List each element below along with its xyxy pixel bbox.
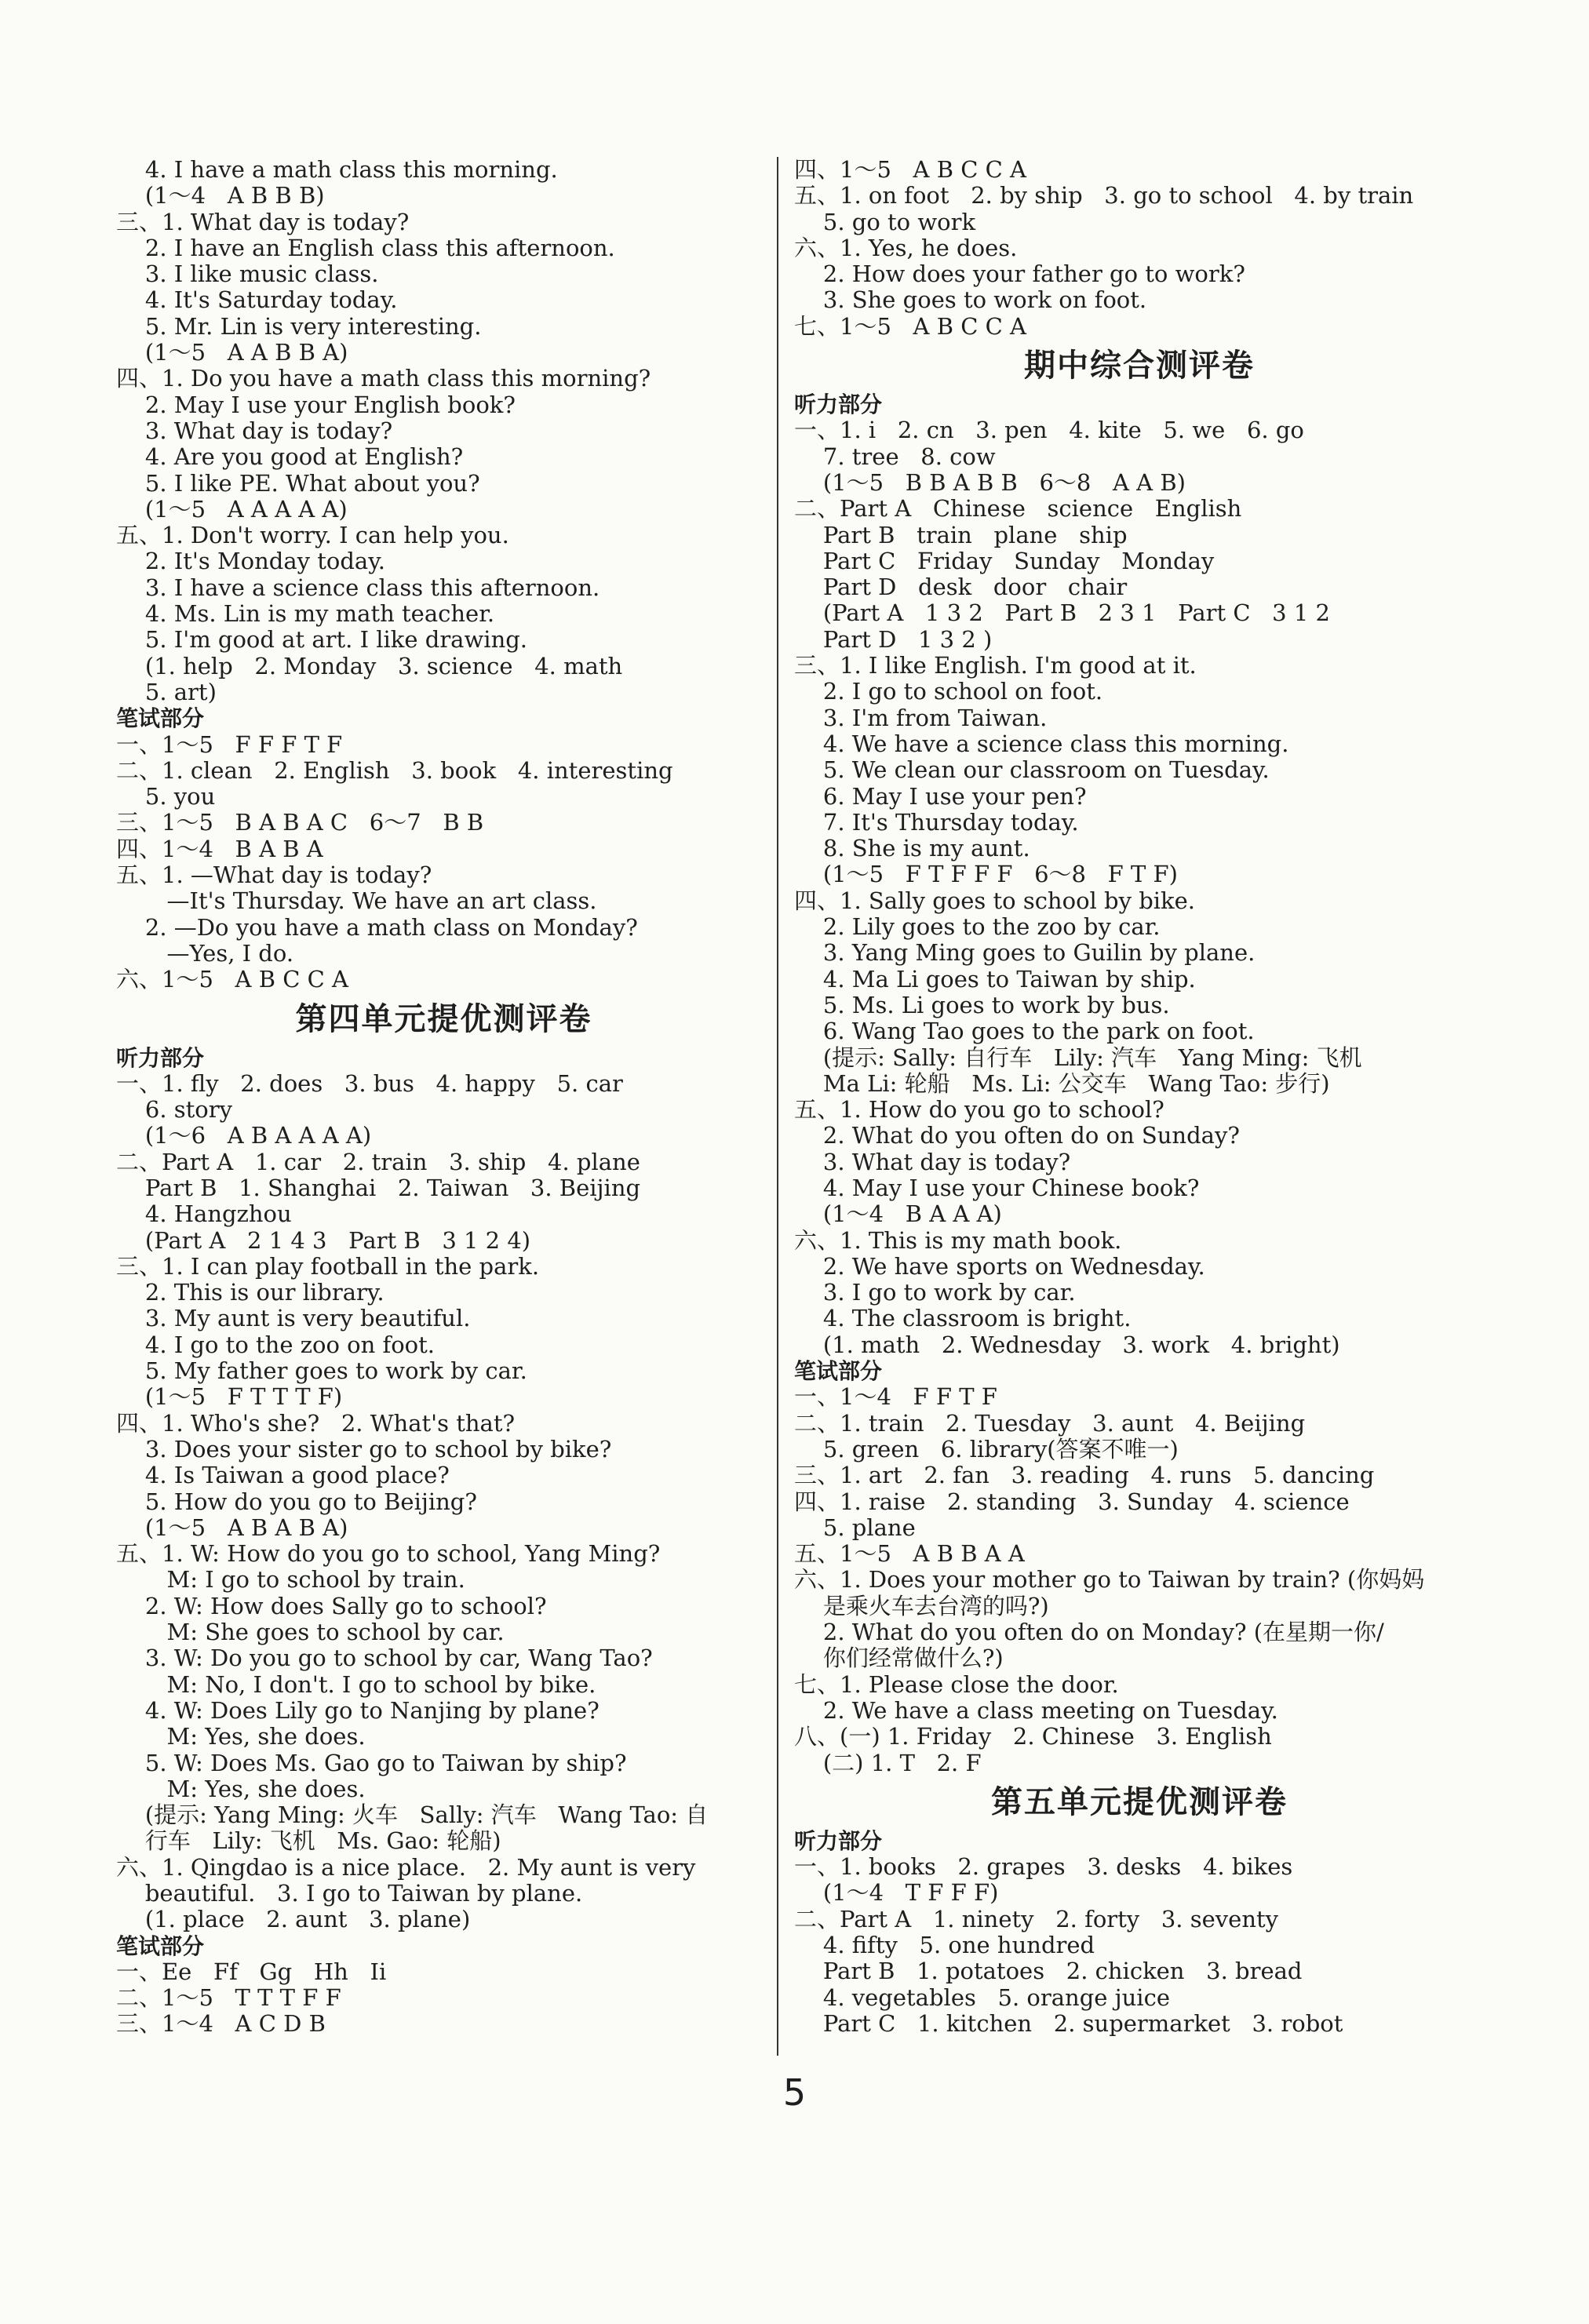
answer-line: 4. Ms. Lin is my math teacher. [116, 600, 495, 628]
answer-line: 一、1～5 F F F T F [116, 730, 343, 758]
answer-line: 5. Mr. Lin is very interesting. [116, 312, 482, 340]
answer-line: 2. Lily goes to the zoo by car. [794, 913, 1161, 941]
answer-line: 五、1. W: How do you go to school, Yang Ming? [116, 1540, 661, 1568]
answer-line: 6. May I use your pen? [794, 782, 1087, 810]
right-answer-column [794, 157, 1485, 2037]
answer-line: 2. May I use your English book? [116, 391, 516, 418]
answer-line: 3. She goes to work on foot. [794, 286, 1147, 314]
answer-line: 3. I'm from Taiwan. [794, 704, 1048, 731]
section-heading: 听力部分 [794, 392, 883, 418]
answer-line: Part C 1. kitchen 2. supermarket 3. robot [794, 2009, 1343, 2037]
answer-line: 4. The classroom is bright. [794, 1305, 1132, 1332]
answer-line: 5. W: Does Ms. Gao go to Taiwan by ship? [116, 1749, 627, 1776]
answer-line: 5. Ms. Li goes to work by bus. [794, 991, 1170, 1018]
answer-line: 行车 Lily: 飞机 Ms. Gao: 轮船) [116, 1827, 501, 1855]
answer-line: 二、Part A 1. car 2. train 3. ship 4. plane [116, 1148, 640, 1175]
answer-line: 5. go to work [794, 208, 976, 235]
answer-line: M: Yes, she does. [116, 1723, 366, 1750]
answer-line: 2. It's Monday today. [116, 548, 385, 575]
answer-line: 你们经常做什么?) [794, 1645, 1004, 1672]
answer-line: M: Yes, she does. [116, 1775, 366, 1802]
answer-line: 一、Ee Ff Gg Hh Ii [116, 1958, 387, 1985]
answer-line: 5. We clean our classroom on Tuesday. [794, 756, 1270, 784]
answer-line: (1～4 B A A A) [794, 1200, 1002, 1228]
answer-line: (1～5 F T T T F) [116, 1383, 343, 1411]
answer-line: 5. art) [116, 678, 217, 705]
answer-line: 5. green 6. library(答案不唯一) [794, 1435, 1179, 1463]
page-number: 5 [782, 2071, 807, 2114]
answer-line: Part D 1 3 2 ) [794, 625, 993, 653]
answer-line: M: I go to school by train. [116, 1566, 465, 1594]
answer-line: 六、1. Qingdao is a nice place. 2. My aunt is very [116, 1853, 696, 1881]
answer-line: (1～5 A B A B A) [116, 1514, 348, 1541]
answer-line: 3. Yang Ming goes to Guilin by plane. [794, 939, 1256, 967]
answer-line: (1～5 F T F F F 6～8 F T F) [794, 861, 1178, 888]
answer-line: 二、Part A 1. ninety 2. forty 3. seventy [794, 1905, 1279, 1932]
answer-line: 八、(一) 1. Friday 2. Chinese 3. English [794, 1723, 1272, 1750]
answer-line: (二) 1. T 2. F [794, 1749, 982, 1776]
answer-line: 四、1. Who's she? 2. What's that? [116, 1409, 516, 1437]
answer-line: 五、1. Don't worry. I can help you. [116, 522, 509, 549]
answer-line: Part B 1. Shanghai 2. Taiwan 3. Beijing [116, 1174, 641, 1201]
answer-line: (1～4 T F F F) [794, 1879, 999, 1907]
answer-line: 4. fifty 5. one hundred [794, 1932, 1095, 1958]
answer-line: 6. story [116, 1096, 233, 1124]
answer-line: 四、1. raise 2. standing 3. Sunday 4. science [794, 1488, 1350, 1515]
answer-line: 6. Wang Tao goes to the park on foot. [794, 1018, 1255, 1045]
answer-line: (Part A 2 1 4 3 Part B 3 1 2 4) [116, 1226, 531, 1254]
answer-line: 五、1. —What day is today? [116, 861, 432, 889]
answer-line: 5. you [116, 783, 216, 810]
answer-line: 三、1. What day is today? [116, 208, 410, 235]
answer-line: 3. What day is today? [794, 1148, 1071, 1175]
unit-title: 第五单元提优测评卷 [991, 1783, 1288, 1820]
answer-line: 2. I go to school on foot. [794, 678, 1103, 705]
answer-line: 3. W: Do you go to school by car, Wang Tao? [116, 1645, 653, 1672]
answer-line: —It's Thursday. We have an art class. [116, 887, 597, 915]
answer-line: 四、1. Sally goes to school by bike. [794, 887, 1195, 914]
answer-line: 4. It's Saturday today. [116, 286, 398, 314]
answer-line: 三、1～4 A C D B [116, 2010, 326, 2038]
answer-line: 3. I go to work by car. [794, 1279, 1076, 1306]
answer-line: 2. What do you often do on Monday? (在星期一你/ [794, 1619, 1384, 1646]
answer-line: 5. I'm good at art. I like drawing. [116, 626, 528, 654]
answer-line: (1～4 A B B B) [116, 182, 325, 209]
answer-line: 二、1. clean 2. English 3. book 4. interesting [116, 756, 673, 784]
answer-line: 4. We have a science class this morning. [794, 730, 1289, 757]
answer-line: Ma Li: 轮船 Ms. Li: 公交车 Wang Tao: 步行) [794, 1069, 1330, 1097]
answer-line: (1. help 2. Monday 3. science 4. math [116, 652, 623, 679]
answer-line: 三、1. I like English. I'm good at it. [794, 652, 1197, 679]
answer-line: 3. Does your sister go to school by bike? [116, 1435, 612, 1463]
answer-line: (1～5 A A B B A) [116, 339, 348, 366]
answer-line: 7. tree 8. cow [794, 443, 996, 470]
answer-line: 2. W: How does Sally go to school? [116, 1592, 547, 1619]
answer-line: 5. plane [794, 1514, 916, 1541]
answer-line: (1. place 2. aunt 3. plane) [116, 1906, 471, 1933]
answer-line: 三、1～5 B A B A C 6～7 B B [116, 809, 484, 836]
answer-line: 7. It's Thursday today. [794, 808, 1079, 836]
answer-line: 2. We have sports on Wednesday. [794, 1252, 1205, 1280]
answer-line: 六、1. Yes, he does. [794, 234, 1018, 261]
unit-title: 第四单元提优测评卷 [295, 1000, 592, 1037]
section-heading: 笔试部分 [794, 1358, 883, 1385]
answer-line: 4. I go to the zoo on foot. [116, 1331, 436, 1358]
answer-line: 3. I have a science class this afternoon. [116, 574, 600, 601]
column-divider [777, 157, 778, 2056]
answer-line: (1. math 2. Wednesday 3. work 4. bright) [794, 1331, 1340, 1358]
answer-line: 四、1～4 B A B A [116, 835, 323, 862]
answer-line: 六、1～5 A B C C A [116, 966, 349, 993]
answer-line: 4. Are you good at English? [116, 443, 464, 471]
answer-line: 三、1. art 2. fan 3. reading 4. runs 5. dancing [794, 1462, 1375, 1489]
unit-title: 期中综合测评卷 [1024, 348, 1255, 384]
answer-line: 2. —Do you have a math class on Monday? [116, 913, 638, 941]
answer-line: 二、Part A Chinese science English [794, 495, 1242, 523]
answer-line: beautiful. 3. I go to Taiwan by plane. [116, 1880, 583, 1907]
answer-line: 五、1～5 A B B A A [794, 1540, 1025, 1568]
answer-line: 5. I like PE. What about you? [116, 469, 480, 497]
answer-line: 3. My aunt is very beautiful. [116, 1305, 471, 1332]
answer-line: 2. This is our library. [116, 1279, 384, 1306]
answer-line: 3. I like music class. [116, 260, 379, 288]
answer-line: M: No, I don't. I go to school by bike. [116, 1670, 596, 1698]
answer-line: 七、1. Please close the door. [794, 1670, 1119, 1698]
answer-line: —Yes, I do. [116, 939, 294, 967]
answer-line: 一、1. fly 2. does 3. bus 4. happy 5. car [116, 1069, 623, 1097]
answer-line: 四、1～5 A B C C A [794, 156, 1027, 183]
answer-line: 4. I have a math class this morning. [116, 156, 558, 183]
answer-line: 2. How does your father go to work? [794, 260, 1245, 288]
answer-line: 4. Hangzhou [116, 1200, 292, 1228]
answer-line: 二、1～5 T T T F F [116, 1984, 341, 2012]
answer-line: (1～5 A A A A A) [116, 495, 348, 523]
answer-line: 二、1. train 2. Tuesday 3. aunt 4. Beijing [794, 1409, 1306, 1437]
answer-line: (1～5 B B A B B 6～8 A A B) [794, 468, 1186, 496]
answer-line: 七、1～5 A B C C A [794, 312, 1027, 340]
answer-line: 三、1. I can play football in the park. [116, 1252, 540, 1280]
answer-line: 4. Is Taiwan a good place? [116, 1462, 450, 1489]
answer-line: 是乘火车去台湾的吗?) [794, 1592, 1049, 1619]
answer-line: (Part A 1 3 2 Part B 2 3 1 Part C 3 1 2 [794, 599, 1330, 627]
answer-line: Part C Friday Sunday Monday [794, 547, 1215, 574]
answer-line: 8. She is my aunt. [794, 835, 1030, 862]
answer-line: 3. What day is today? [116, 417, 393, 444]
answer-line: 4. W: Does Lily go to Nanjing by plane? [116, 1696, 600, 1724]
answer-line: Part B train plane ship [794, 521, 1128, 548]
answer-line: 5. My father goes to work by car. [116, 1357, 527, 1385]
answer-line: 4. vegetables 5. orange juice [794, 1983, 1170, 2011]
answer-line: 五、1. How do you go to school? [794, 1096, 1164, 1124]
section-heading: 笔试部分 [116, 1932, 205, 1959]
answer-line: 5. How do you go to Beijing? [116, 1488, 477, 1515]
section-heading: 听力部分 [116, 1044, 205, 1071]
answer-line: 六、1. Does your mother go to Taiwan by train? (你妈妈 [794, 1566, 1425, 1594]
answer-line: (1～6 A B A A A A) [116, 1122, 372, 1149]
answer-line: M: She goes to school by car. [116, 1619, 505, 1646]
answer-line: 一、1～4 F F T F [794, 1383, 997, 1411]
answer-line: Part B 1. potatoes 2. chicken 3. bread [794, 1958, 1303, 1985]
answer-line: 六、1. This is my math book. [794, 1226, 1122, 1254]
answer-line: 4. May I use your Chinese book? [794, 1174, 1200, 1201]
left-answer-column [116, 157, 771, 2038]
answer-line: 2. What do you often do on Sunday? [794, 1122, 1240, 1149]
section-heading: 笔试部分 [116, 705, 205, 732]
answer-line: 2. I have an English class this afternoon. [116, 234, 615, 261]
answer-line: (提示: Sally: 自行车 Lily: 汽车 Yang Ming: 飞机 [794, 1044, 1362, 1071]
section-heading: 听力部分 [794, 1827, 883, 1854]
answer-line: 一、1. i 2. cn 3. pen 4. kite 5. we 6. go [794, 417, 1304, 444]
answer-line: 4. Ma Li goes to Taiwan by ship. [794, 965, 1196, 993]
answer-line: (提示: Yang Ming: 火车 Sally: 汽车 Wang Tao: 自 [116, 1801, 709, 1829]
answer-line: Part D desk door chair [794, 574, 1128, 601]
answer-line: 四、1. Do you have a math class this morning? [116, 365, 651, 392]
answer-line: 2. We have a class meeting on Tuesday. [794, 1696, 1278, 1724]
answer-line: 一、1. books 2. grapes 3. desks 4. bikes [794, 1853, 1293, 1881]
answer-line: 五、1. on foot 2. by ship 3. go to school 4. by train [794, 182, 1414, 209]
